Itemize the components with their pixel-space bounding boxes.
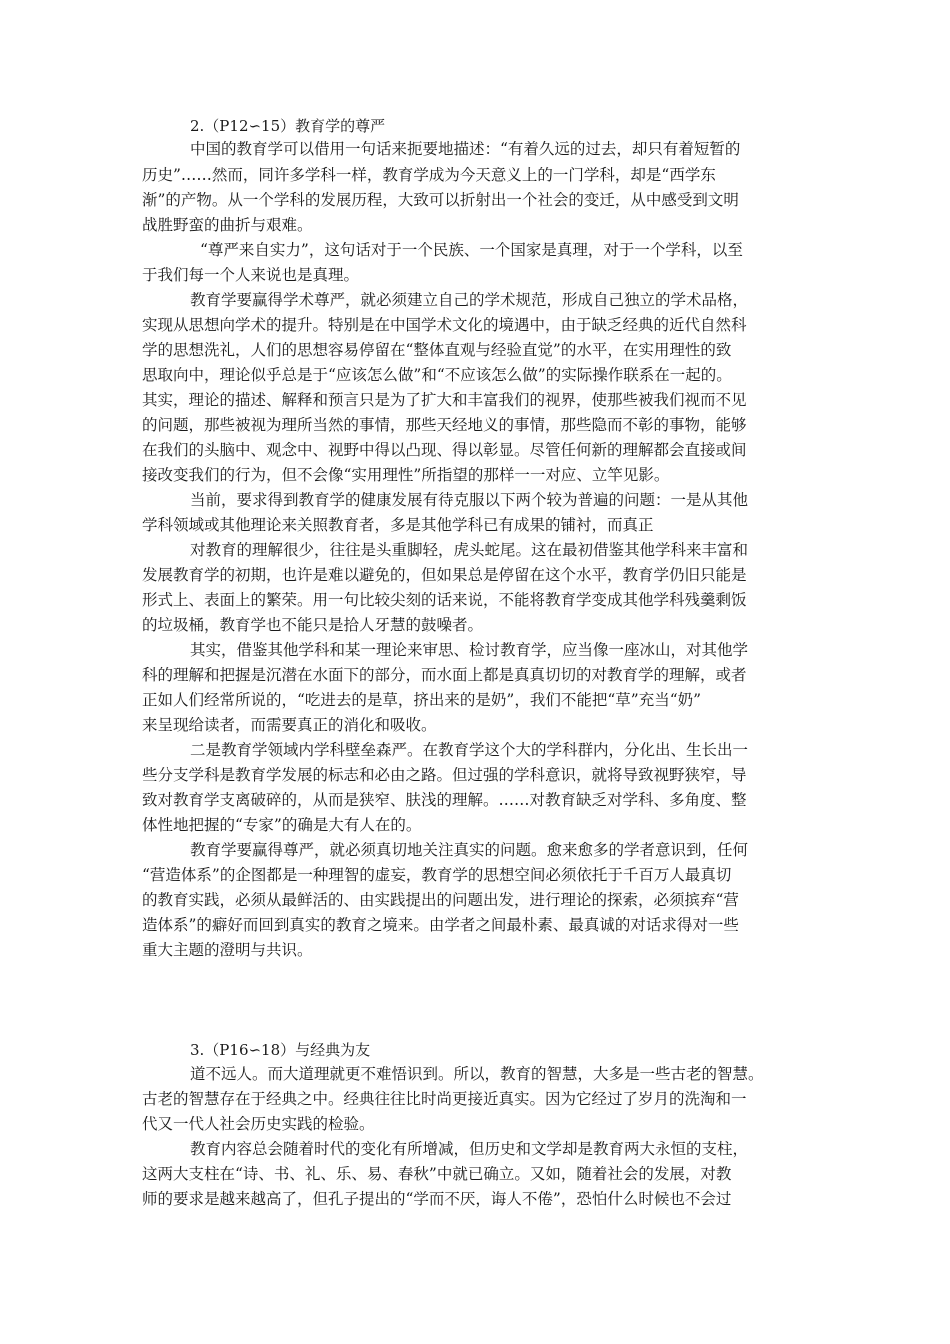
section-2-line: 其实，理论的描述、解释和预言只是为了扩大和丰富我们的视界，使那些被我们视而不见 [142, 391, 747, 409]
section-2-line: 造体系”的癖好而回到真实的教育之境来。由学者之间最朴素、最真诚的对话求得对一些 [142, 916, 739, 934]
section-2-line: 正如人们经常所说的，“吃进去的是草，挤出来的是奶”，我们不能把“草”充当“奶” [142, 691, 702, 709]
section-2-line: 渐”的产物。从一个学科的发展历程，大致可以折射出一个社会的变迁，从中感受到文明 [142, 191, 739, 209]
section-3-heading: 3.（P16∽18）与经典为友 [190, 1041, 371, 1059]
section-2-line: 的垃圾桶，教育学也不能只是拾人牙慧的鼓噪者。 [142, 616, 484, 634]
section-3-line: 道不远人。而大道理就更不难悟识到。所以，教育的智慧，大多是一些古老的智慧。 [190, 1065, 764, 1083]
section-2-line: 科的理解和把握是沉潜在水面下的部分，而水面上都是真真切切的对教育学的理解，或者 [142, 666, 747, 684]
section-2-line: 的教育实践，必须从最鲜活的、由实践提出的问题出发，进行理论的探索，必须摈弃“营 [142, 891, 739, 909]
section-2-line: 当前，要求得到教育学的健康发展有待克服以下两个较为普遍的问题：一是从其他 [190, 491, 749, 509]
section-2-line: 来呈现给读者，而需要真正的消化和吸收。 [142, 716, 437, 734]
section-2-line: 战胜野蛮的曲折与艰难。 [142, 216, 313, 234]
section-3-line: 代又一代人社会历史实践的检验。 [142, 1115, 375, 1133]
section-3-line: 这两大支柱在“诗、书、礼、乐、易、春秋”中就已确立。又如，随着社会的发展，对教 [142, 1165, 732, 1183]
section-2-line: 学科领域或其他理论来关照教育者，多是其他学科已有成果的铺衬，而真正 [142, 516, 654, 534]
section-2-line: 其实，借鉴其他学科和某一理论来审思、检讨教育学，应当像一座冰山，对其他学 [190, 641, 749, 659]
section-2-heading: 2.（P12∽15）教育学的尊严 [190, 117, 386, 135]
section-2-line: 二是教育学领域内学科壁垒森严。在教育学这个大的学科群内，分化出、生长出一 [190, 741, 749, 759]
section-2-line: 重大主题的澄明与共识。 [142, 941, 313, 959]
section-2-line: 在我们的头脑中、观念中、视野中得以凸现、得以彰显。尽管任何新的理解都会直接或间 [142, 441, 747, 459]
section-2-line: 接改变我们的行为，但不会像“实用理性”所指望的那样一一对应、立竿见影。 [142, 466, 670, 484]
section-2-line: 教育学要赢得尊严，就必须真切地关注真实的问题。愈来愈多的学者意识到，任何 [190, 841, 749, 859]
section-2-line: 于我们每一个人来说也是真理。 [142, 266, 360, 284]
section-2-line: 思取向中，理论似乎总是于“应该怎么做”和“不应该怎么做”的实际操作联系在一起的。 [142, 366, 732, 384]
section-2-line: 体性地把握的“专家”的确是大有人在的。 [142, 816, 422, 834]
section-2-line: 历史”……然而，同许多学科一样，教育学成为今天意义上的一门学科，却是“西学东 [142, 166, 716, 184]
section-3-line: 师的要求是越来越高了，但孔子提出的“学而不厌，诲人不倦”，恐怕什么时候也不会过 [142, 1190, 732, 1208]
section-2-line: 中国的教育学可以借用一句话来扼要地描述：“有着久远的过去，却只有着短暂的 [190, 140, 741, 158]
section-2-line: 些分支学科是教育学发展的标志和必由之路。但过强的学科意识，就将导致视野狭窄，导 [142, 766, 747, 784]
section-2-line: 致对教育学支离破碎的，从而是狭窄、肤浅的理解。……对教育缺乏对学科、多角度、整 [142, 791, 747, 809]
section-2-line: 实现从思想向学术的提升。特别是在中国学术文化的境遇中，由于缺乏经典的近代自然科 [142, 316, 747, 334]
section-3-line: 古老的智慧存在于经典之中。经典往往比时尚更接近真实。因为它经过了岁月的洗淘和一 [142, 1090, 747, 1108]
section-2-line: “尊严来自实力”，这句话对于一个民族、一个国家是真理，对于一个学科，以至 [200, 241, 743, 259]
section-3-line: 教育内容总会随着时代的变化有所增减，但历史和文学却是教育两大永恒的支柱， [190, 1140, 749, 1158]
section-2-line: 发展教育学的初期，也许是难以避免的，但如果总是停留在这个水平，教育学仍旧只能是 [142, 566, 747, 584]
section-2-line: 形式上、表面上的繁荣。用一句比较尖刻的话来说，不能将教育学变成其他学科残羹剩饭 [142, 591, 747, 609]
section-2-line: “营造体系”的企图都是一种理智的虚妄，教育学的思想空间必须依托于千百万人最真切 [142, 866, 732, 884]
section-2-line: 的问题，那些被视为理所当然的事情，那些天经地义的事情，那些隐而不彰的事物，能够 [142, 416, 747, 434]
section-2-line: 教育学要赢得学术尊严，就必须建立自己的学术规范，形成自己独立的学术品格， [190, 291, 749, 309]
section-2-line: 对教育的理解很少，往往是头重脚轻，虎头蛇尾。这在最初借鉴其他学科来丰富和 [190, 541, 749, 559]
section-2-line: 学的思想洗礼，人们的思想容易停留在“整体直观与经验直觉”的水平，在实用理性的致 [142, 341, 732, 359]
